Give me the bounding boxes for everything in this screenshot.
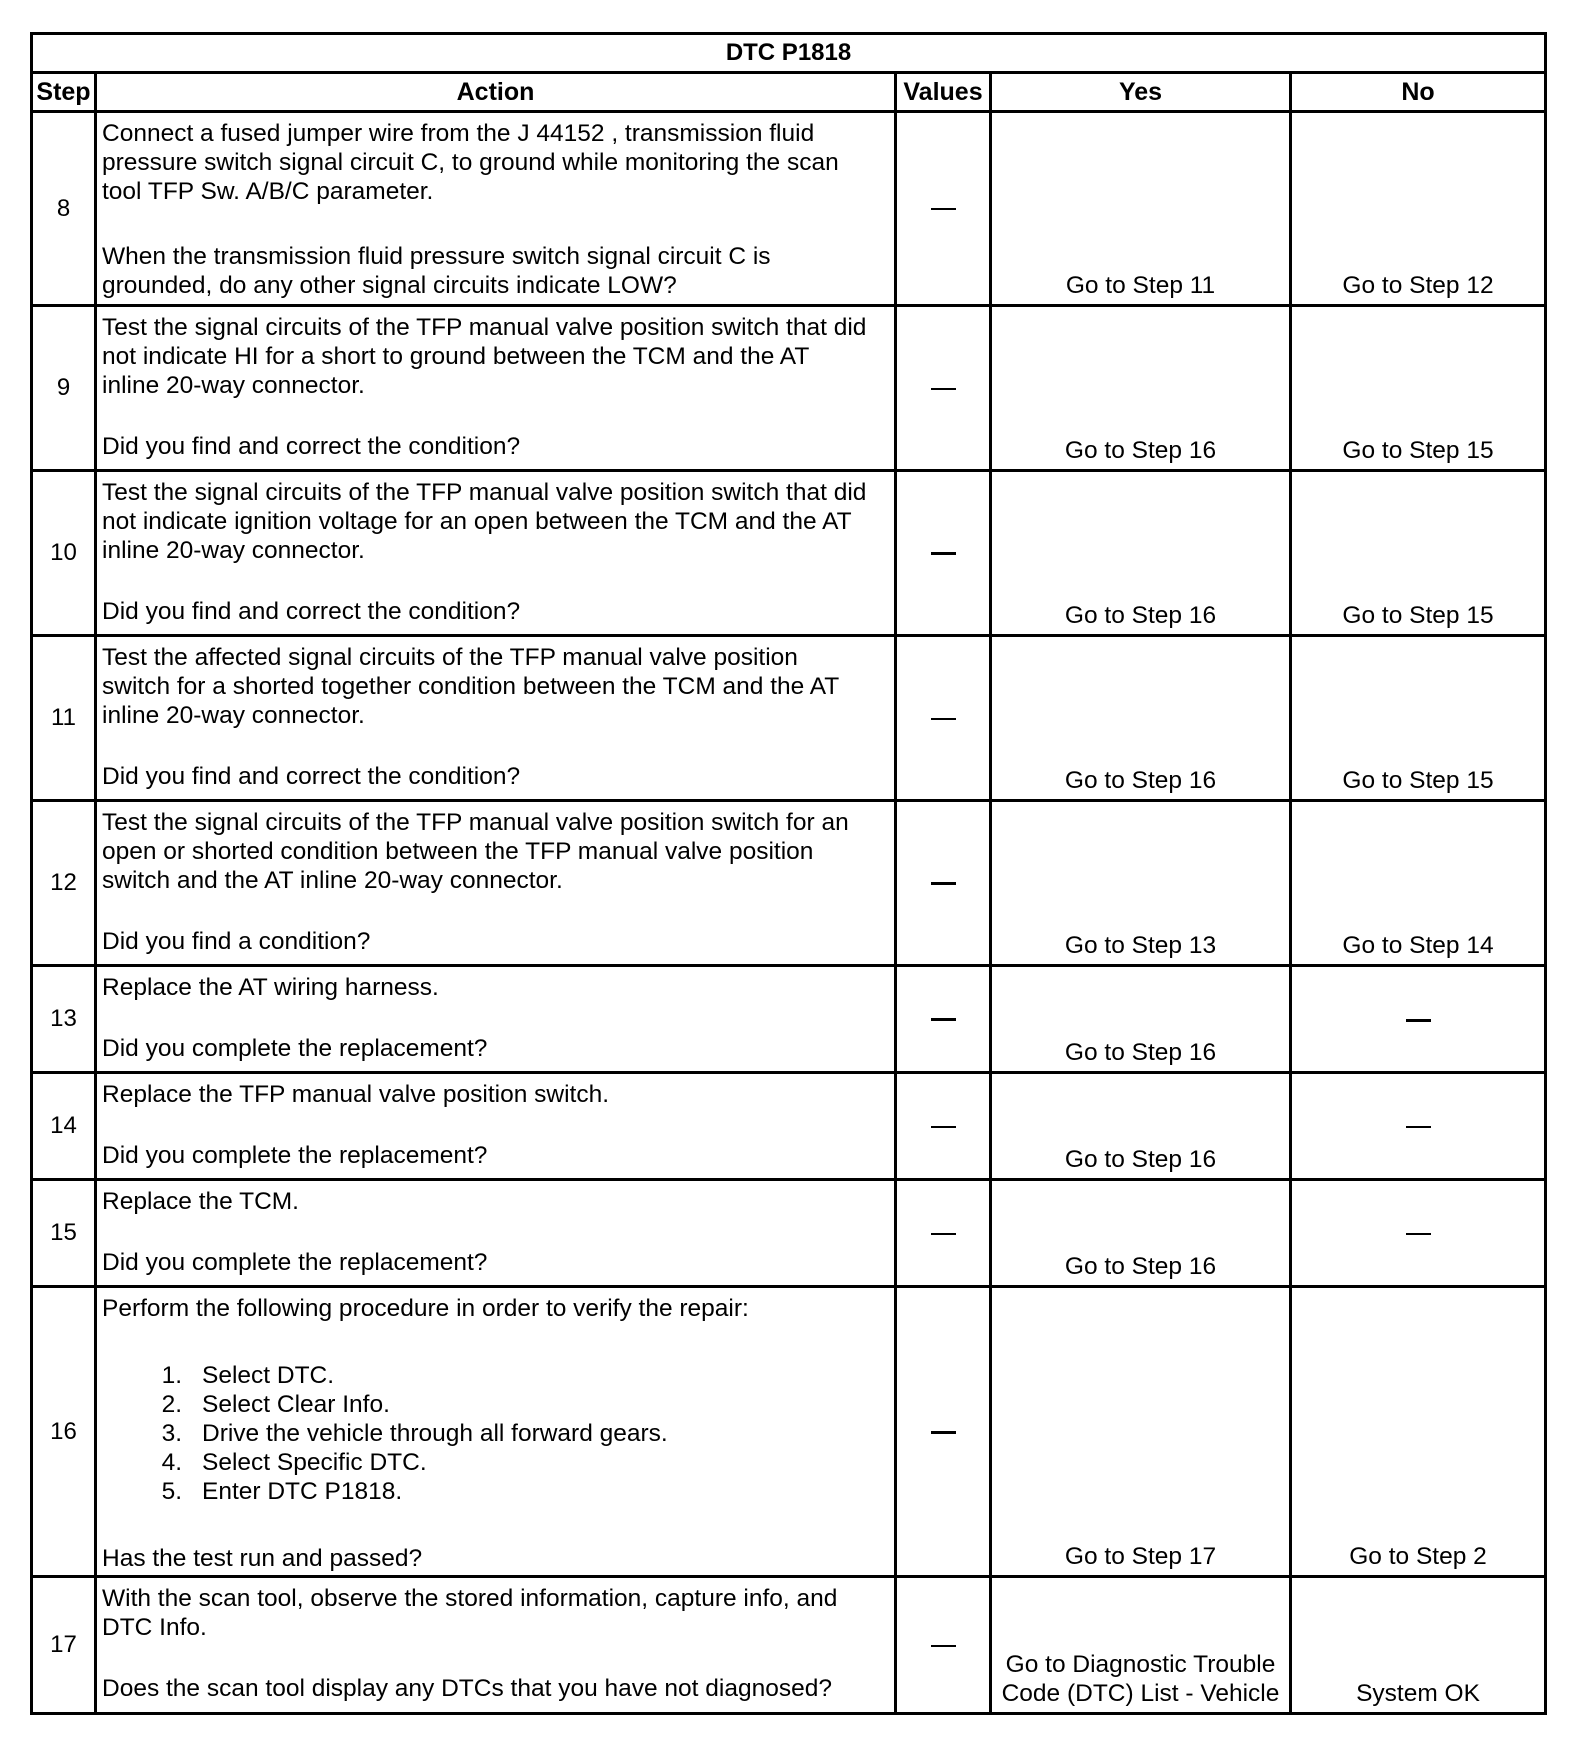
- no-outcome: Go to Step 15: [1291, 306, 1546, 471]
- action-question: Did you complete the replacement?: [102, 1249, 488, 1276]
- action-line: switch and the AT inline 20-way connector.: [102, 867, 563, 894]
- values-dash: [931, 882, 956, 885]
- action-question: Has the test run and passed?: [102, 1545, 423, 1572]
- step-number: 16: [32, 1287, 96, 1577]
- table-row: [32, 471, 1546, 636]
- header-step: Step: [32, 73, 96, 112]
- no-outcome-cell: [1291, 966, 1546, 1073]
- values-dash: [931, 1018, 956, 1021]
- procedure-step: 4. Select Specific DTC.: [161, 1449, 427, 1476]
- action-question: Does the scan tool display any DTCs that you have not diagnosed?: [102, 1675, 832, 1702]
- table-title: DTC P1818: [32, 34, 1546, 73]
- table-row: [32, 636, 1546, 801]
- action-line: Test the affected signal circuits of the TFP manual valve position: [102, 644, 798, 671]
- values-cell: [896, 966, 991, 1073]
- values-cell: [896, 1180, 991, 1287]
- header-yes: Yes: [991, 73, 1291, 112]
- values-cell: [896, 636, 991, 801]
- action-line: DTC Info.: [102, 1614, 207, 1641]
- step-number: 9: [32, 306, 96, 471]
- action-line: Test the signal circuits of the TFP manual valve position switch that did: [102, 479, 867, 506]
- action-question: grounded, do any other signal circuits indicate LOW?: [102, 272, 677, 299]
- action-cell: [96, 1073, 896, 1180]
- no-outcome: Go to Step 12: [1291, 112, 1546, 306]
- no-outcome: System OK: [1291, 1577, 1546, 1714]
- action-question: Did you find and correct the condition?: [102, 598, 521, 625]
- step-number: 11: [32, 636, 96, 801]
- table-row: [32, 966, 1546, 1073]
- no-outcome: Go to Step 15: [1291, 471, 1546, 636]
- action-cell: [96, 112, 896, 306]
- table-row: [32, 801, 1546, 966]
- values-dash: [931, 1645, 956, 1647]
- no-outcome: Go to Step 15: [1291, 636, 1546, 801]
- dtc-table: [30, 32, 1547, 1715]
- table-row: [32, 112, 1546, 306]
- yes-outcome: Go to Step 16: [991, 1180, 1291, 1287]
- yes-outcome: Go to Step 16: [991, 636, 1291, 801]
- action-line: With the scan tool, observe the stored information, capture info, and: [102, 1585, 838, 1612]
- action-question: Did you find and correct the condition?: [102, 763, 521, 790]
- action-line: tool TFP Sw. A/B/C parameter.: [102, 178, 434, 205]
- action-question: Did you find and correct the condition?: [102, 433, 521, 460]
- values-dash: [931, 1431, 956, 1434]
- action-cell: [96, 1577, 896, 1714]
- values-cell: [896, 1287, 991, 1577]
- no-dash: [1406, 1126, 1431, 1128]
- table-row: [32, 1287, 1546, 1577]
- action-line: Replace the AT wiring harness.: [102, 974, 439, 1001]
- action-cell: [96, 1180, 896, 1287]
- yes-outcome: Go to Step 17: [991, 1287, 1291, 1577]
- values-dash: [931, 552, 956, 555]
- action-line: pressure switch signal circuit C, to ground while monitoring the scan: [102, 149, 839, 176]
- header-action: Action: [96, 73, 896, 112]
- table-row: [32, 1577, 1546, 1714]
- values-cell: [896, 1073, 991, 1180]
- values-cell: [896, 112, 991, 306]
- step-number: 8: [32, 112, 96, 306]
- action-line: open or shorted condition between the TFP manual valve position: [102, 838, 814, 865]
- values-cell: [896, 1577, 991, 1714]
- action-cell: [96, 636, 896, 801]
- action-line: not indicate ignition voltage for an open between the TCM and the AT: [102, 508, 852, 535]
- procedure-step: 3. Drive the vehicle through all forward gears.: [161, 1420, 668, 1447]
- action-line: Replace the TFP manual valve position switch.: [102, 1081, 610, 1108]
- action-line: Connect a fused jumper wire from the J 44152 , transmission fluid: [102, 120, 815, 147]
- yes-outcome: Go to Step 16: [991, 1073, 1291, 1180]
- yes-outcome: [991, 1577, 1291, 1714]
- values-dash: [931, 388, 956, 390]
- no-outcome: Go to Step 2: [1291, 1287, 1546, 1577]
- step-number: 13: [32, 966, 96, 1073]
- step-number: 14: [32, 1073, 96, 1180]
- no-outcome-cell: [1291, 1180, 1546, 1287]
- table-row: [32, 1180, 1546, 1287]
- no-outcome-cell: [1291, 1073, 1546, 1180]
- action-cell: [96, 306, 896, 471]
- action-question: When the transmission fluid pressure switch signal circuit C is: [102, 243, 771, 270]
- action-cell: [96, 471, 896, 636]
- values-cell: [896, 306, 991, 471]
- table-row: [32, 1073, 1546, 1180]
- step-number: 10: [32, 471, 96, 636]
- action-line: Perform the following procedure in order to verify the repair:: [102, 1295, 749, 1322]
- values-dash: [931, 718, 956, 720]
- action-cell: [96, 1287, 896, 1577]
- action-line: inline 20-way connector.: [102, 537, 365, 564]
- yes-outcome: Go to Step 16: [991, 471, 1291, 636]
- yes-outcome: Go to Step 16: [991, 306, 1291, 471]
- no-outcome: Go to Step 14: [1291, 801, 1546, 966]
- no-dash: [1406, 1019, 1431, 1022]
- header-values: Values: [896, 73, 991, 112]
- values-dash: [931, 208, 956, 210]
- action-line: Replace the TCM.: [102, 1188, 299, 1215]
- action-question: Did you find a condition?: [102, 928, 371, 955]
- yes-outcome: Go to Step 13: [991, 801, 1291, 966]
- yes-link-line: Go to Diagnostic Trouble: [1005, 1651, 1276, 1678]
- table-row: [32, 306, 1546, 471]
- action-line: not indicate HI for a short to ground between the TCM and the AT: [102, 343, 810, 370]
- values-cell: [896, 471, 991, 636]
- action-question: Did you complete the replacement?: [102, 1035, 488, 1062]
- header-no: No: [1291, 73, 1546, 112]
- values-dash: [931, 1233, 956, 1235]
- action-line: inline 20-way connector.: [102, 372, 365, 399]
- yes-outcome: Go to Step 11: [991, 112, 1291, 306]
- step-number: 17: [32, 1577, 96, 1714]
- values-dash: [931, 1126, 956, 1128]
- procedure-step: 1. Select DTC.: [161, 1362, 335, 1389]
- action-question: Did you complete the replacement?: [102, 1142, 488, 1169]
- procedure-list: [102, 1361, 888, 1506]
- action-line: Test the signal circuits of the TFP manual valve position switch for an: [102, 809, 849, 836]
- step-number: 15: [32, 1180, 96, 1287]
- procedure-step: 2. Select Clear Info.: [161, 1391, 390, 1418]
- action-cell: [96, 801, 896, 966]
- step-number: 12: [32, 801, 96, 966]
- yes-link-line: Code (DTC) List - Vehicle: [1001, 1680, 1280, 1707]
- yes-outcome: Go to Step 16: [991, 966, 1291, 1073]
- procedure-step: 5. Enter DTC P1818.: [161, 1478, 403, 1505]
- action-cell: [96, 966, 896, 1073]
- values-cell: [896, 801, 991, 966]
- no-dash: [1406, 1233, 1431, 1235]
- action-line: inline 20-way connector.: [102, 702, 365, 729]
- action-line: switch for a shorted together condition between the TCM and the AT: [102, 673, 840, 700]
- action-line: Test the signal circuits of the TFP manual valve position switch that did: [102, 314, 867, 341]
